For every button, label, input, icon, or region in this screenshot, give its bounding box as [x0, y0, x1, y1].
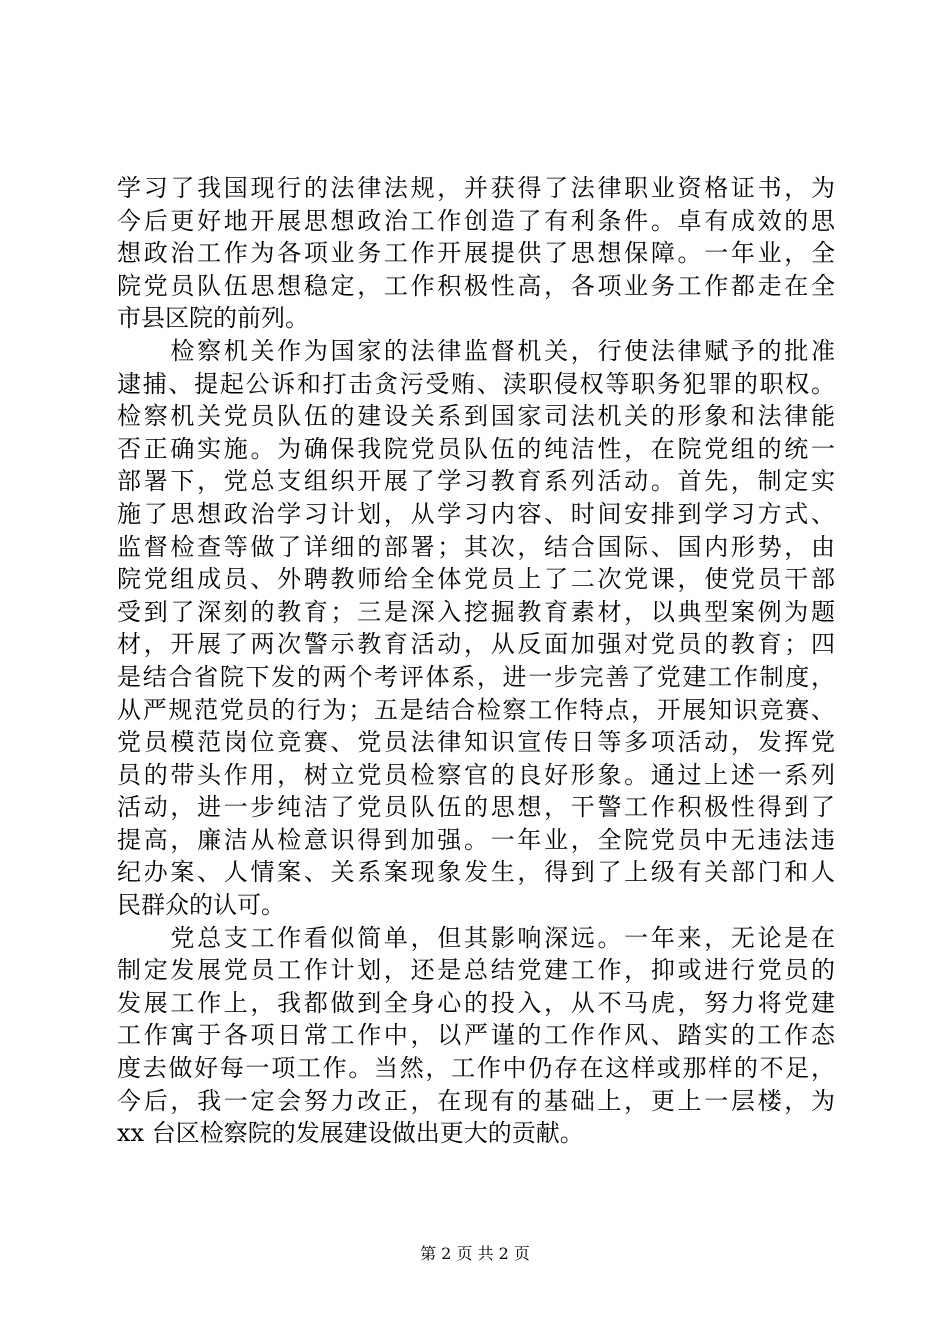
text-line: 党员模范岗位竞赛、党员法律知识宣传日等多项活动，发挥党 — [117, 728, 835, 757]
text-line: 院党组成员、外聘教师给全体党员上了二次党课，使党员干部 — [117, 565, 835, 594]
text-line: 党总支工作看似简单，但其影响深远。一年来，无论是在 — [117, 923, 835, 952]
text-line: 今后更好地开展思想政治工作创造了有利条件。卓有成效的思 — [117, 206, 835, 235]
text-line: 工作寓于各项日常工作中，以严谨的工作作风、踏实的工作态 — [117, 1021, 835, 1050]
text-line: 想政治工作为各项业务工作开展提供了思想保障。一年业，全 — [117, 239, 835, 268]
text-line: 检察机关作为国家的法律监督机关，行使法律赋予的批准 — [117, 336, 835, 365]
text-line: 部署下，党总支组织开展了学习教育系列活动。首先，制定实 — [117, 467, 835, 496]
text-line: 施了思想政治学习计划，从学习内容、时间安排到学习方式、 — [117, 499, 835, 528]
text-line: 活动，进一步纯洁了党员队伍的思想，干警工作积极性得到了 — [117, 793, 835, 822]
text-line: 制定发展党员工作计划，还是总结党建工作，抑或进行党员的 — [117, 956, 835, 985]
text-line: 民群众的认可。 — [117, 891, 285, 920]
text-line: 监督检查等做了详细的部署；其次，结合国际、国内形势，由 — [117, 532, 835, 561]
text-line: 材，开展了两次警示教育活动，从反面加强对党员的教育；四 — [117, 630, 835, 659]
text-line: 逮捕、提起公诉和打击贪污受贿、渎职侵权等职务犯罪的职权。 — [117, 369, 835, 398]
text-line: 院党员队伍思想稳定，工作积极性高，各项业务工作都走在全 — [117, 271, 835, 300]
text-line: 纪办案、人情案、关系案现象发生，得到了上级有关部门和人 — [117, 858, 835, 887]
text-line: xx 台区检察院的发展建设做出更大的贡献。 — [117, 1119, 584, 1148]
text-line: 发展工作上，我都做到全身心的投入，从不马虎，努力将党建 — [117, 988, 835, 1017]
text-line: 提高，廉洁从检意识得到加强。一年业，全院党员中无违法违 — [117, 825, 835, 854]
text-line: 检察机关党员队伍的建设关系到国家司法机关的形象和法律能 — [117, 402, 835, 431]
text-line: 度去做好每一项工作。当然，工作中仍存在这样或那样的不足， — [117, 1054, 835, 1083]
text-line: 否正确实施。为确保我院党员队伍的纯洁性，在院党组的统一 — [117, 434, 835, 463]
text-line: 员的带头作用，树立党员检察官的良好形象。通过上述一系列 — [117, 760, 835, 789]
text-line: 学习了我国现行的法律法规，并获得了法律职业资格证书，为 — [117, 174, 835, 202]
text-line: 是结合省院下发的两个考评体系，进一步完善了党建工作制度， — [117, 662, 835, 691]
body-text — [117, 172, 835, 1150]
text-line: 今后，我一定会努力改正，在现有的基础上，更上一层楼，为 — [117, 1086, 835, 1115]
page-footer: 第 2 页 共 2 页 — [420, 1244, 530, 1263]
text-line: 市县区院的前列。 — [117, 304, 309, 333]
text-line: 受到了深刻的教育；三是深入挖掘教育素材，以典型案例为题 — [117, 597, 835, 626]
text-line: 从严规范党员的行为；五是结合检察工作特点，开展知识竞赛、 — [117, 695, 835, 724]
